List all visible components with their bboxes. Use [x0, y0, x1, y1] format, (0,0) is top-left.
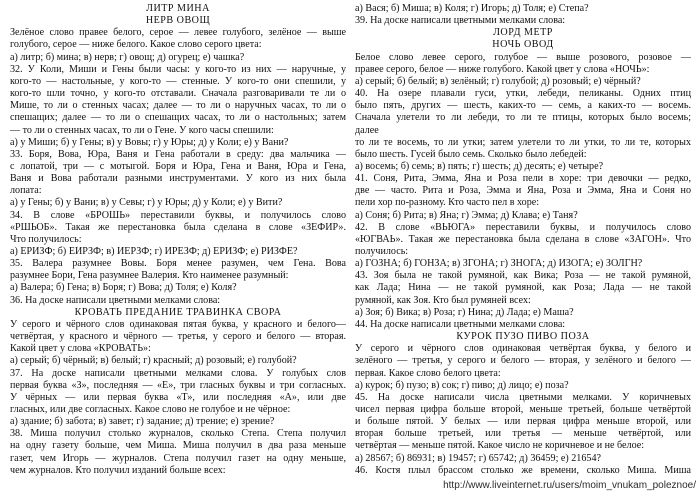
text-line: Что получилось:: [10, 233, 82, 245]
text-line: кого-то шли точно, у кого-то отставали. Сначала разговаривали те ли о: [10, 88, 346, 100]
text-line: а) у Миши; б) у Гены; в) у Вовы; г) у Юры; д) у Коли; е) у Вани?: [10, 136, 289, 148]
text-line: голубого, серое — ниже белого. Какое слово серого цвета:: [10, 39, 262, 51]
text-line: первая буква «З», последняя — «Е», три гласных буквы и три согласных.: [10, 379, 346, 391]
text-line: Сначала улетели то ли лебеди, то ли те птицы, которых было восемь;: [355, 112, 691, 124]
text-line: было шесть. Гусей было семь. Сколько было лебедей:: [355, 148, 587, 160]
text-line: то ли те восемь, то ли утки; затем улетели то ли утки, то ли те, которых: [355, 136, 691, 148]
text-line: У серого и чёрного слов одинаковая четвёртая буква, у белого и: [355, 343, 691, 355]
text-line: две — часто. Рита и Роза, Эмма и Яна, Роза и Эмма, Яна и Соня но: [355, 185, 691, 197]
text-line: чисел первая цифра больше второй, меньше третьей, больше четвёртой: [355, 403, 691, 415]
text-line: КУРОК ПУЗО ПИВО ПОЗА: [456, 331, 590, 343]
text-line: а) ЕРИЗФ; б) ЕИРЗФ; в) ИЕРЗФ; г) ИРЕЗФ; д) ЕРИЗФ; е) РИЗФЕ?: [10, 246, 298, 257]
text-line: — то ли о стенных часах, то ли о Гене. У кого часы спешили:: [10, 124, 274, 136]
text-line: а) Зоя; б) Вика; в) Роза; г) Нина; д) Лада; е) Маша?: [355, 306, 574, 318]
text-line: а) Вася; б) Миша; в) Коля; г) Игорь; д) Толя; е) Степа?: [355, 3, 589, 14]
text-line: как Лада; Нина — не такой румяной, как Роза; Лада — не такой: [355, 282, 691, 294]
text-line: 43. Зоя была не такой румяной, как Вика; Роза — не такой румяной,: [355, 270, 691, 282]
text-line: зелёного — третья, у серого и белого — вторая, у зелёного и белого —: [355, 355, 691, 367]
text-line: 37. На доске написали цветными мелками слова. У голубых слов: [10, 367, 346, 379]
text-line: 44. На доске написали цветными мелками слова:: [355, 318, 566, 330]
text-line: гласных, или две согласных. Какое слово не голубое и не чёрное:: [10, 403, 291, 415]
text-line: первая. Какое слово белого цвета:: [355, 367, 501, 379]
text-line: на одну газету больше, чем Миша. Миша получил в два раза меньше: [10, 440, 346, 452]
text-line: 33. Боря, Вова, Юра, Ваня и Гена работали в среду: два мальчика —: [10, 148, 346, 160]
text-line: с лопатой, три — с мотыгой. Боря и Юра, Гена и Ваня, Юра и Гена,: [10, 160, 346, 172]
text-line: чем журналов. Кто получил изданий больше всех:: [10, 464, 226, 476]
text-line: «ЮГВАЬ». Такая же перестановка была сделана в слове «ЗАГОН». Что: [355, 233, 691, 245]
text-line: а) литр; б) мина; в) нерв; г) овощ; д) огурец; е) чашка?: [10, 51, 245, 63]
text-line: было пять, других — шесть, каких-то — семь, а каких-то — восемь.: [355, 100, 691, 112]
text-line: 32. У Коли, Миши и Гены были часы: у кого-то из них — наручные, у: [10, 63, 346, 75]
text-line: НЕРВ ОВОЩ: [145, 15, 211, 27]
text-line: газет, чем Игорь — журналов. Степа получил газет на одну меньше,: [10, 452, 346, 464]
text-line: а) серый; б) белый; в) зелёный; г) голубой; д) розовый; е) чёрный?: [355, 75, 641, 87]
text-line: четвёртая, у красного и чёрного — третья, у серого и белого — вторая.: [10, 331, 346, 343]
text-line: Мише, то ли о стенных часах; далее — то ли о наручных часах, то ли о: [10, 100, 346, 112]
text-line: 39. На доске написали цветными мелками слова:: [355, 15, 566, 27]
text-line: и больше пятой. У белых — или первая цифра меньше второй, или: [355, 416, 691, 428]
text-line: а) ГОЗНА; б) ГОНЗА; в) ЗГОНА; г) ЗНОГА; д) ИЗОГА; е) ЗОЛГН?: [355, 258, 643, 270]
text-line: КРОВАТЬ ПРЕДАНИЕ ТРАВИНКА СВОРА: [74, 306, 282, 318]
text-line: далее: [355, 124, 379, 136]
text-line: 46. Костя плыл брассом столько же времени, сколько Миша. Миша: [355, 464, 691, 476]
text-line: 38. Миша получил столько журналов, сколько Степа. Степа получил: [10, 428, 346, 440]
text-line: 34. В слове «БРОШЬ» переставили буквы, и получилось слово: [10, 209, 346, 221]
text-line: Белое слово левее серого, голубое — выше розового, розовое —: [355, 51, 691, 63]
text-line: пели хор по-разному. Кто часто пел в хоре:: [355, 197, 540, 209]
text-line: четвёртая — меньше пятой. Какое число не коричневое и не белое:: [355, 440, 645, 452]
text-line: а) курок; б) пузо; в) сок; г) пиво; д) лицо; е) поза?: [355, 379, 569, 391]
text-line: а) у Гены; б) у Вани; в) у Севы; г) у Юры; д) у Коли; е) у Вити?: [10, 197, 283, 209]
text-line: а) Соня; б) Рита; в) Яна; г) Эмма; д) Клава; е) Таня?: [355, 209, 578, 221]
text-line: Зелёное слово правее белого, серое — левее голубого, зелёное — выше: [10, 27, 346, 39]
text-line: а) серый; б) чёрный; в) белый; г) красный; д) розовый; е) голубой?: [10, 355, 297, 367]
text-line: а) восемь; б) семь; в) пять; г) шесть; д) десять; е) четыре?: [355, 160, 604, 172]
text-line: 40. На озере плавали гуси, утки, лебеди, пеликаны. Одних птиц: [355, 88, 691, 100]
text-line: спешащих; далее — то ли о спешащих часах, то ли о настольных; затем: [10, 112, 346, 124]
text-line: а) Валера; б) Гена; в) Боря; г) Вова; д) Толя; е) Коля?: [10, 282, 237, 294]
text-line: Какой цвет у слова «КРОВАТЬ»:: [10, 343, 151, 355]
text-line: НОЧЬ ОВОД: [492, 39, 554, 51]
text-line: ЛИТР МИНА: [146, 3, 210, 14]
text-line: вторая больше третьей, или третья — меньше четвёртой, или: [355, 428, 691, 440]
source-url-watermark: http://www.liveinternet.ru/users/moim_vnukam_poleznoe/: [443, 480, 696, 491]
text-line: получилось:: [355, 246, 409, 257]
text-line: У серого и чёрного слов одинаковая пятая буква, у красного и белого—: [10, 318, 346, 330]
text-line: а) здание; б) забота; в) завет; г) задание; д) трение; е) зрение?: [10, 416, 275, 428]
text-line: а) 28567; б) 86931; в) 19457; г) 65742; д) 36459; е) 21654?: [355, 452, 601, 464]
text-line: Ваня и Вова работали разными инструментами. У кого из них была: [10, 173, 346, 185]
text-line: 36. На доске написали цветными мелками слова:: [10, 294, 221, 306]
text-line: разумнее Бори, Гена разумнее Валерия. Кто наименее разумный:: [10, 270, 289, 282]
text-line: «РШЬОБ». Такая же перестановка была сделана в слове «ЗЕФИР».: [10, 221, 346, 233]
text-line: 41. Соня, Рита, Эмма, Яна и Роза пели в хоре: три девочки — редко,: [355, 173, 691, 185]
text-line: 42. В слове «ВЬЮГА» переставили буквы, и получилось слово: [355, 221, 691, 233]
text-line: кого-то — настольные, у кого-то — стенные. У кого-то они спешили, у: [10, 75, 346, 87]
text-line: ЛОРД МЕТР: [493, 27, 553, 39]
text-line: 45. На доске написали числа цветными мелками. У коричневых: [355, 391, 691, 403]
text-line: 35. Валера разумнее Вовы. Боря менее разумен, чем Гена. Вова: [10, 258, 346, 270]
text-line: лопата:: [10, 185, 42, 197]
text-line: У чёрных — или первая буква «Т», или последняя «А», или две: [10, 391, 346, 403]
text-line: румяной, как Зоя. Кто был румяней всех:: [355, 294, 531, 306]
text-line: правее серого, белое — ниже голубого. Какой цвет у слова «НОЧЬ»:: [355, 63, 650, 75]
